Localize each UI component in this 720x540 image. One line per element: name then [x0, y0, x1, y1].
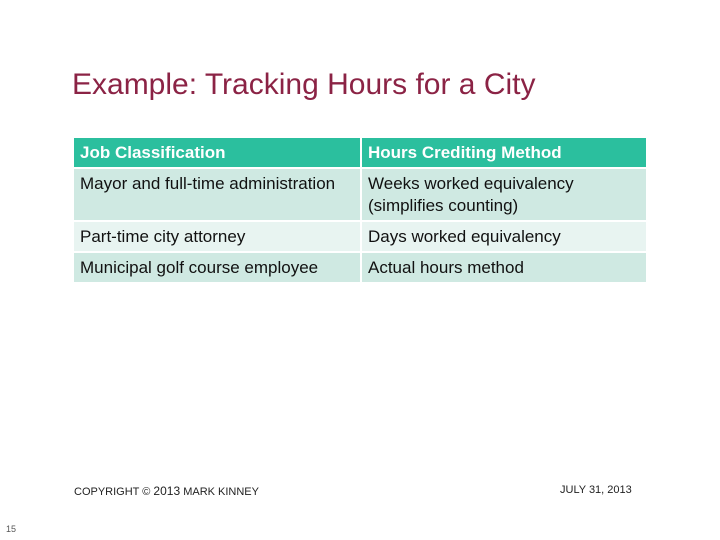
table-header-row: [74, 138, 646, 167]
copyright-year: 2013: [153, 484, 181, 498]
copyright-label: COPYRIGHT ©: [74, 486, 151, 498]
method-cell: Actual hours method: [362, 253, 646, 282]
header-hours-crediting-method: Hours Crediting Method: [362, 138, 646, 167]
page-number: 15: [6, 524, 17, 534]
job-cell: Municipal golf course employee: [74, 253, 360, 282]
hours-table: [72, 136, 648, 284]
method-cell: Weeks worked equivalency (simplifies counting): [362, 169, 646, 220]
job-cell: Part-time city attorney: [74, 222, 360, 251]
table-row: [74, 169, 646, 220]
footer-date: JULY 31, 2013: [560, 484, 632, 496]
footer-copyright: [74, 484, 259, 498]
table-row: [74, 222, 646, 251]
job-cell: Mayor and full-time administration: [74, 169, 360, 220]
slide-title: Example: Tracking Hours for a City: [72, 68, 536, 101]
copyright-author: MARK KINNEY: [183, 486, 259, 498]
table-row: [74, 253, 646, 282]
method-cell: Days worked equivalency: [362, 222, 646, 251]
header-job-classification: Job Classification: [74, 138, 360, 167]
